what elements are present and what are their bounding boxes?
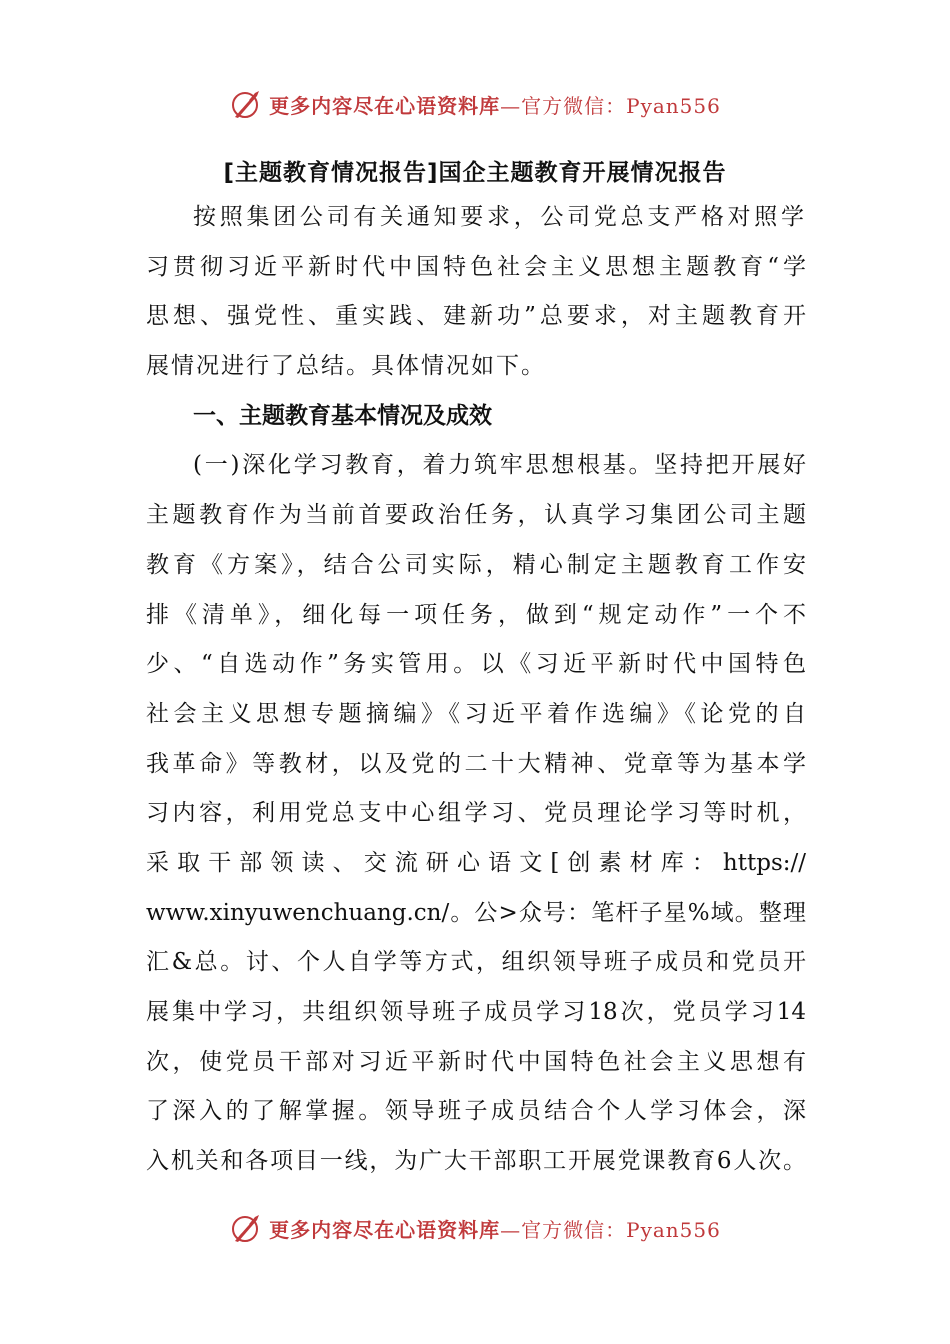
paragraph-line: 主题教育作为当前首要政治任务，认真学习集团公司主题 [146, 502, 806, 529]
section-heading: 一、主题教育基本情况及成效 [193, 402, 492, 429]
paragraph-line: www.xinyuwenchuang.cn/。公>众号：笔杆子星%域。整理 [146, 899, 806, 926]
paragraph-line: 采取干部领读、交流研心语文[创素材库：https:// [146, 849, 806, 876]
quill-pen-logo-icon [229, 1211, 263, 1245]
paragraph-line: 习贯彻习近平新时代中国特色社会主义思想主题教育“学 [146, 253, 806, 280]
paragraph-line: 了深入的了解掌握。领导班子成员结合个人学习体会，深 [146, 1098, 806, 1125]
paragraph-line: 按照集团公司有关通知要求，公司党总支严格对照学 [193, 204, 806, 230]
paragraph-line: 社会主义思想专题摘编》《习近平着作选编》《论党的自 [146, 700, 806, 727]
paragraph-line: 习内容，利用党总支中心组学习、党员理论学习等时机， [146, 800, 806, 827]
watermark-text: 更多内容尽在心语资料库—官方微信：Pyan556 [269, 1217, 721, 1242]
paragraph-line: 教育《方案》，结合公司实际，精心制定主题教育工作安 [146, 551, 806, 578]
paragraph-line: 展集中学习，共组织领导班子成员学习18次，党员学习14 [146, 999, 806, 1025]
paragraph-line: 我革命》等教材，以及党的二十大精神、党章等为基本学 [146, 750, 806, 777]
watermark-banner-bottom [0, 1208, 950, 1248]
paragraph-line: 排《清单》，细化每一项任务，做到“规定动作”一个不 [146, 601, 806, 628]
quill-pen-logo-icon [229, 87, 263, 121]
paragraph-line: 入机关和各项目一线，为广大干部职工开展党课教育6人次。 [146, 1148, 806, 1175]
watermark-text: 更多内容尽在心语资料库—官方微信：Pyan556 [269, 93, 721, 118]
paragraph-line: (一)深化学习教育，着力筑牢思想根基。坚持把开展好 [193, 452, 806, 479]
paragraph-line: 次，使党员干部对习近平新时代中国特色社会主义思想有 [146, 1048, 806, 1075]
document-title: [主题教育情况报告]国企主题教育开展情况报告 [223, 160, 727, 186]
document-body [146, 193, 806, 1187]
paragraph-line: 思想、强党性、重实践、建新功”总要求，对主题教育开 [146, 303, 806, 330]
paragraph-line: 少、“自选动作”务实管用。以《习近平新时代中国特色 [146, 651, 806, 678]
paragraph-line: 汇&总。讨、个人自学等方式，组织领导班子成员和党员开 [146, 949, 806, 976]
watermark-banner-top [0, 84, 950, 124]
paragraph-line: 展情况进行了总结。具体情况如下。 [146, 353, 546, 380]
